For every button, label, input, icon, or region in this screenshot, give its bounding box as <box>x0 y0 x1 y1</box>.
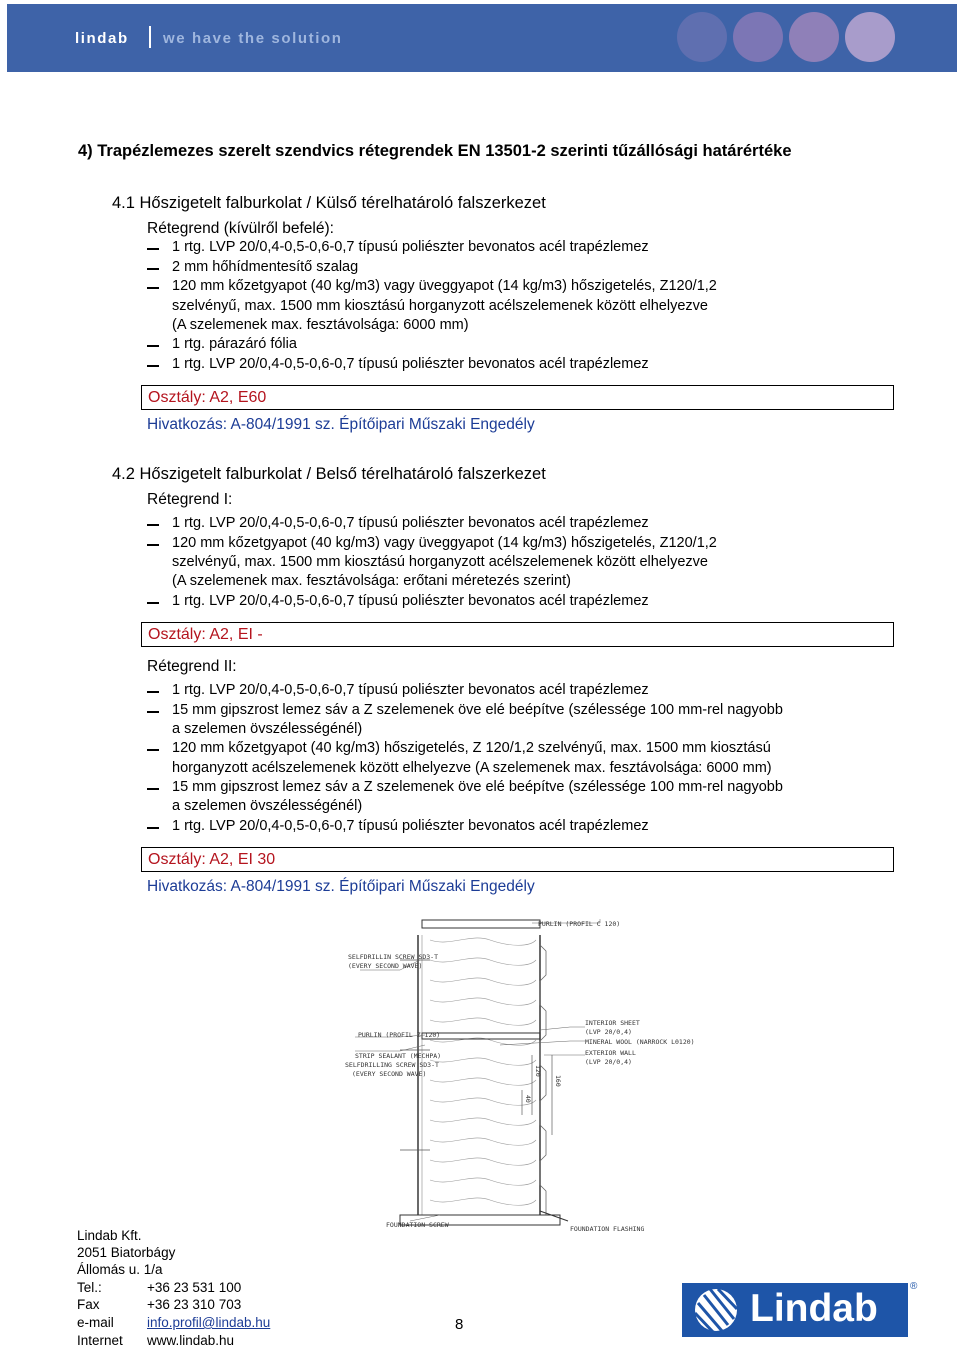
fax-value: +36 23 310 703 <box>147 1297 242 1312</box>
dash-bullet <box>147 365 159 367</box>
label-selfdrill-screw-left: SELFDRILLING SCREW SD3-T <box>345 1061 439 1069</box>
label-selfdrill-screw-top: SELFDRILLIN SCREW SD3-T <box>348 953 439 961</box>
label-mineral-wool: MINERAL WOOL (NARROCK L0120) <box>585 1038 695 1046</box>
decor-circle <box>789 12 839 62</box>
dash-bullet <box>147 691 159 693</box>
list-item-text: 15 mm gipszrost lemez sáv a Z szelemenek öve elé beépítve (szélessége 100 mm-rel nagyobb <box>172 702 783 718</box>
subsection-title-4-2: 4.2 Hőszigetelt falburkolat / Belső térelhatároló falszerkezet <box>112 465 546 483</box>
list-item-text: 120 mm kőzetgyapot (40 kg/m3) hőszigetelés, Z 120/1,2 szelvényű, max. 1500 mm kiosztású <box>172 740 771 756</box>
list-item-continuation: a szelemen övszélességénél) <box>172 721 363 737</box>
list-item-text: 2 mm hőhídmentesítő szalag <box>172 259 359 275</box>
email-label: e-mail <box>77 1315 114 1330</box>
label-strip-sealant: STRIP SEALANT (MECHPA) <box>355 1052 442 1060</box>
list-item-text: 1 rtg. LVP 20/0,4-0,5-0,6-0,7 típusú poliészter bevonatos acél trapézlemez <box>172 818 649 834</box>
label-every-wave-left: (EVERY SECOND WAVE) <box>352 1070 427 1078</box>
company-city: 2051 Biatorbágy <box>77 1245 176 1260</box>
list-item-text: 120 mm kőzetgyapot (40 kg/m3) vagy üveggyapot (14 kg/m3) hőszigetelés, Z120/1,2 <box>172 278 717 294</box>
label-foundation-flashing: FOUNDATION FLASHING <box>570 1225 645 1233</box>
brand-slogan: we have the solution <box>163 30 343 47</box>
registered-mark: ® <box>910 1281 918 1292</box>
layer-order-label: Rétegrend (kívülről befelé): <box>147 220 334 237</box>
layer-order-label: Rétegrend I: <box>147 491 233 508</box>
label-exterior-wall-sub: (LVP 20/0,4) <box>585 1058 632 1066</box>
label-every-wave-top: (EVERY SECOND WAVE) <box>348 962 423 970</box>
dash-bullet <box>147 602 159 604</box>
list-item-continuation: (A szelemenek max. fesztávolsága: 6000 mm) <box>172 317 469 333</box>
list-item-continuation: horganyzott acélszelemenek között elhelyezve (A szelemenek max. fesztávolsága: 6000 mm) <box>172 760 772 776</box>
lindab-logo <box>682 1283 908 1337</box>
fire-class-box: Osztály: A2, EI - <box>141 622 894 647</box>
label-foundation-screw: FOUNDATION SCREW <box>386 1221 449 1229</box>
dimension-label: 40 <box>524 1095 532 1103</box>
dash-bullet <box>147 827 159 829</box>
layer-order-label: Rétegrend II: <box>147 658 237 675</box>
label-interior-sheet-sub: (LVP 20/0,4) <box>585 1028 632 1036</box>
label-purlin-c: PURLIN (PROFIL C 120) <box>538 920 621 928</box>
fire-class-box: Osztály: A2, E60 <box>141 385 894 410</box>
decor-circle <box>845 12 895 62</box>
decor-circle <box>677 12 727 62</box>
subsection-title-4-1: 4.1 Hőszigetelt falburkolat / Külső térelhatároló falszerkezet <box>112 194 546 212</box>
label-interior-sheet: INTERIOR SHEET <box>585 1019 640 1027</box>
reference-text: Hivatkozás: A-804/1991 sz. Építőipari Műszaki Engedély <box>147 416 535 433</box>
tel-label: Tel.: <box>77 1280 102 1295</box>
list-item-text: 15 mm gipszrost lemez sáv a Z szelemenek öve elé beépítve (szélessége 100 mm-rel nagyobb <box>172 779 783 795</box>
list-item-text: 120 mm kőzetgyapot (40 kg/m3) vagy üveggyapot (14 kg/m3) hőszigetelés, Z120/1,2 <box>172 535 717 551</box>
dimension-label: 120 <box>534 1065 542 1077</box>
section-title: 4) Trapézlemezes szerelt szendvics rétegrendek EN 13501-2 szerinti tűzállósági határértéke <box>78 142 792 160</box>
brand-separator <box>149 26 151 48</box>
page-number: 8 <box>455 1316 464 1333</box>
list-item-continuation: a szelemen övszélességénél) <box>172 798 363 814</box>
list-item-continuation: szelvényű, max. 1500 mm kiosztású horganyzott acélszelemenek között elhelyezve <box>172 554 708 570</box>
email-link[interactable]: info.profil@lindab.hu <box>147 1315 271 1330</box>
list-item-text: 1 rtg. LVP 20/0,4-0,5-0,6-0,7 típusú poliészter bevonatos acél trapézlemez <box>172 239 649 255</box>
list-item-text: 1 rtg. LVP 20/0,4-0,5-0,6-0,7 típusú poliészter bevonatos acél trapézlemez <box>172 356 649 372</box>
dash-bullet <box>147 287 159 289</box>
list-item-continuation: (A szelemenek max. fesztávolsága: erőtani méretezés szerint) <box>172 573 571 589</box>
dash-bullet <box>147 345 159 347</box>
dash-bullet <box>147 268 159 270</box>
wall-section-drawing <box>300 915 695 1235</box>
web-label: Internet <box>77 1333 123 1348</box>
web-value: www.lindab.hu <box>147 1333 235 1348</box>
fax-label: Fax <box>77 1297 100 1312</box>
company-street: Állomás u. 1/a <box>77 1262 163 1277</box>
dash-bullet <box>147 711 159 713</box>
brand-name: lindab <box>75 30 129 47</box>
lindab-logo-icon <box>686 1283 746 1337</box>
list-item-text: 1 rtg. LVP 20/0,4-0,5-0,6-0,7 típusú poliészter bevonatos acél trapézlemez <box>172 593 649 609</box>
email-link-wrap <box>147 1315 270 1330</box>
list-item-text: 1 rtg. LVP 20/0,4-0,5-0,6-0,7 típusú poliészter bevonatos acél trapézlemez <box>172 515 649 531</box>
dash-bullet <box>147 524 159 526</box>
decor-circle <box>733 12 783 62</box>
fire-class-box: Osztály: A2, EI 30 <box>141 847 894 872</box>
dash-bullet <box>147 749 159 751</box>
tel-value: +36 23 531 100 <box>147 1280 242 1295</box>
list-item-continuation: szelvényű, max. 1500 mm kiosztású horganyzott acélszelemenek között elhelyezve <box>172 298 708 314</box>
dimension-label: 160 <box>554 1075 562 1087</box>
header-banner <box>7 4 957 72</box>
dash-bullet <box>147 248 159 250</box>
dash-bullet <box>147 788 159 790</box>
reference-text: Hivatkozás: A-804/1991 sz. Építőipari Műszaki Engedély <box>147 878 535 895</box>
list-item-text: 1 rtg. LVP 20/0,4-0,5-0,6-0,7 típusú poliészter bevonatos acél trapézlemez <box>172 682 649 698</box>
label-exterior-wall: EXTERIOR WALL <box>585 1049 636 1057</box>
list-item-text: 1 rtg. párazáró fólia <box>172 336 297 352</box>
company-name: Lindab Kft. <box>77 1228 142 1243</box>
dash-bullet <box>147 544 159 546</box>
lindab-logo-text: Lindab <box>750 1287 878 1330</box>
label-purlin-z: PURLIN (PROFIL Z 120) <box>358 1031 441 1039</box>
